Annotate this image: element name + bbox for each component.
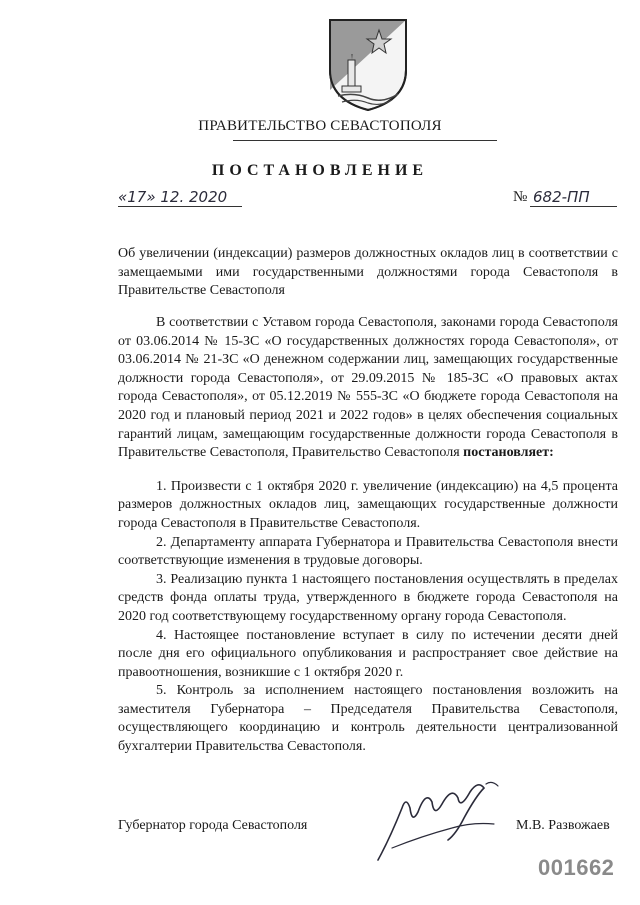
clause-4: 4. Настоящее постановление вступает в силу по истечении десяти дней после дня его официального опубликования и распространяет свое действие на правоотношения, возникшие с 1 октября 2020 г.: [118, 627, 618, 680]
preamble-keyword: постановляет:: [463, 445, 554, 461]
number-label: №: [513, 189, 528, 205]
government-title: ПРАВИТЕЛЬСТВО СЕВАСТОПОЛЯ: [198, 118, 442, 134]
handwritten-signature: [372, 778, 522, 868]
preamble-text: В соответствии с Уставом города Севастополя, законами города Севастополя от 03.06.2014 № 15-ЗС «О государственных должностях города Севастополя», от 03.06.2014 № 21-ЗС «О денежном содержании лиц, замещающих государственные должности города Севастополя», от 29.09.2015 № 185-ЗС «О правовых актах города Севастополя», от 05.12.2019 № 555-ЗС «О бюджете города Севастополя на 2020 год и плановый период 2021 и 2022 годов» в целях обеспечения социальных гарантий лицам, замещающим государственные должности города Севастополя в Правительстве Севастополя, Правительство Севастополя: [118, 315, 618, 461]
clause-1: 1. Произвести с 1 октября 2020 г. увеличение (индексацию) на 4,5 процента размеров должностных окладов лиц, замещающих государственные должности города Севастополя в Правительстве Севастополя.: [118, 478, 618, 531]
document-body: [118, 314, 618, 757]
clause-5: 5. Контроль за исполнением настоящего постановления возложить на заместителя Губернатора – Председателя Правительства Севастополя, осуществляющего координацию и контроль деятельности централизованной бухгалтерии Правительства Севастополя.: [118, 683, 618, 755]
signatory-name: М.В. Развожаев: [516, 818, 610, 833]
signatory-title: Губернатор города Севастополя: [118, 818, 308, 833]
document-type: ПОСТАНОВЛЕНИЕ: [211, 162, 429, 179]
document-number: 682-ПП: [530, 188, 617, 207]
clause-3: 3. Реализацию пункта 1 настоящего постановления осуществлять в пределах средств фонда оплаты труда, утвержденного в бюджете города Севастополя на 2020 год соответствующему государственному органу города Севастополя.: [118, 571, 618, 624]
sevastopol-coat-of-arms-icon: [324, 14, 412, 114]
clause-2: 2. Департаменту аппарата Губернатора и Правительства Севастополя внести соответствующие изменения в трудовые договоры.: [118, 534, 618, 569]
registration-stamp-number: 001662: [538, 855, 615, 880]
preamble-paragraph: [118, 314, 618, 463]
document-subject: Об увеличении (индексации) размеров должностных окладов лиц в соответствии с замещаемыми ими государственными должностями города Севастополя в Правительстве Севастополя: [118, 246, 618, 298]
document-date: «17» 12. 2020: [118, 188, 242, 207]
title-underline: [233, 140, 497, 141]
